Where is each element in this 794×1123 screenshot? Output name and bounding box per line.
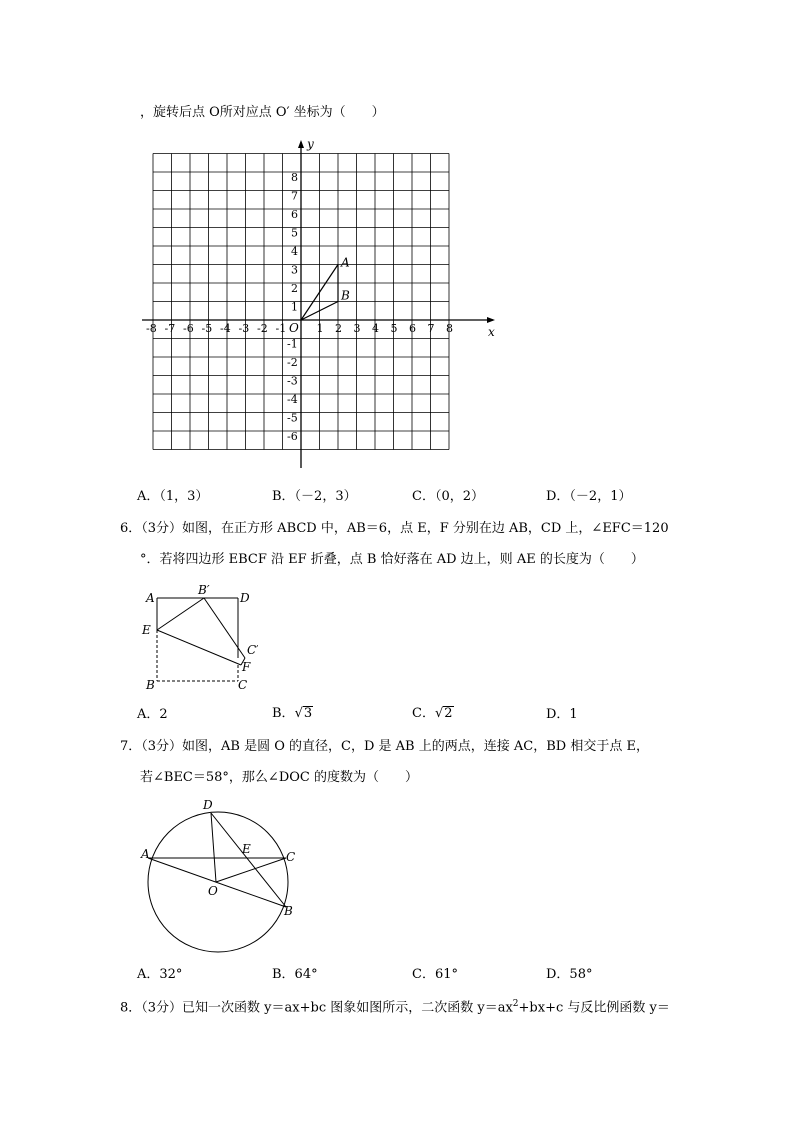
- x-tick-label: 5: [390, 322, 398, 335]
- x-tick-label: -1: [275, 322, 287, 335]
- q7-stem-line1: 7．（3分）如图，AB 是圆 O 的直径，C，D 是 AB 上的两点，连接 AC，BD 相交于点 E，: [120, 739, 649, 754]
- y-tick-label: 8: [291, 171, 298, 184]
- label-e: E: [142, 623, 151, 637]
- y-tick-label: -6: [287, 430, 298, 443]
- x-tick-label: -3: [238, 322, 250, 335]
- label-c-prime: C′: [247, 643, 258, 657]
- square-fold-figure: [138, 580, 258, 699]
- y-tick-label: 4: [291, 245, 298, 258]
- segment-b-prime-c-prime: [204, 598, 245, 658]
- q6-option-b[interactable]: [272, 706, 313, 721]
- y-tick-label: -3: [287, 374, 298, 388]
- q7-option-d[interactable]: D．58°: [546, 967, 593, 982]
- label-c: C: [238, 678, 248, 692]
- q6-option-d[interactable]: D．1: [546, 707, 578, 722]
- x-tick-label: 1: [316, 322, 324, 335]
- q6-stem-line1: 6．（3分）如图，在正方形 ABCD 中，AB＝6，点 E，F 分别在边 AB，CD 上，∠EFC＝120: [120, 521, 669, 536]
- x-tick-label: 4: [372, 322, 379, 335]
- q5-option-c[interactable]: C．（0，2）: [412, 489, 484, 504]
- point-a-label: A: [341, 255, 350, 270]
- q6-option-c[interactable]: [412, 706, 454, 721]
- x-tick-label: 3: [353, 322, 361, 335]
- x-tick-label: -4: [220, 322, 231, 335]
- segment-eb-prime: [157, 598, 204, 630]
- q6-stem-line2: °．若将四边形 EBCF 沿 EF 折叠，点 B 恰好落在 AD 边上，则 AE 的长度为（ ）: [140, 552, 644, 567]
- y-tick-label: -2: [287, 356, 298, 369]
- q6-option-b-radicand: 3: [303, 706, 313, 721]
- origin-label: O: [289, 321, 299, 335]
- x-tick-label: -6: [183, 322, 194, 335]
- label-b-prime: B′: [198, 583, 210, 597]
- segment-ef: [157, 630, 241, 665]
- q8-stem-part2: +bx+c 与反比例函数 y＝: [518, 1000, 670, 1016]
- x-axis-label: x: [488, 325, 495, 339]
- radius-oc: [216, 858, 286, 882]
- radius-od: [211, 813, 216, 882]
- q5-option-a[interactable]: A．（1，3）: [137, 489, 209, 504]
- x-tick-label: -7: [164, 322, 176, 335]
- label-d: D: [240, 591, 250, 605]
- label-o: O: [208, 884, 218, 898]
- y-tick-label: -1: [287, 337, 298, 351]
- label-b: B: [146, 678, 155, 692]
- y-tick-label: -5: [287, 411, 298, 425]
- x-tick-label: -2: [257, 322, 268, 335]
- sqrt-symbol: √2: [434, 706, 453, 721]
- x-tick-label: 6: [409, 322, 416, 335]
- q5-option-d[interactable]: D．（－2，1）: [546, 489, 632, 504]
- q8-stem-line1: [120, 1000, 670, 1014]
- x-tick-label: -8: [146, 322, 157, 335]
- q5-stem: ，旋转后点 O所对应点 O′ 坐标为（ ）: [140, 105, 385, 120]
- x-tick-label: 8: [446, 322, 453, 335]
- y-axis-arrow: [298, 140, 304, 148]
- q6-option-b-prefix: B．: [272, 706, 295, 721]
- q7-option-c[interactable]: C．61°: [412, 967, 458, 982]
- label-b: B: [284, 904, 293, 918]
- q6-option-a[interactable]: A．2: [137, 707, 168, 722]
- y-tick-label: 7: [291, 189, 298, 203]
- label-e: E: [242, 842, 251, 856]
- circle-svg: [138, 795, 308, 960]
- x-tick-label: 7: [427, 322, 435, 335]
- q7-stem-line2: 若∠BEC＝58°，那么∠DOC 的度数为（ ）: [140, 770, 418, 785]
- label-a: A: [146, 591, 155, 605]
- y-tick-label: 5: [291, 226, 298, 240]
- q8-stem-exponent: 2: [512, 999, 519, 1009]
- x-axis-arrow: [487, 317, 495, 323]
- label-d: D: [203, 798, 213, 812]
- x-tick-label: 2: [335, 322, 342, 335]
- square-fold-svg: [138, 580, 258, 695]
- y-tick-label: 6: [291, 208, 298, 221]
- q7-option-b[interactable]: B．64°: [272, 967, 318, 982]
- q5-option-b[interactable]: B．（－2，3）: [272, 489, 357, 504]
- q6-option-c-radicand: 2: [444, 706, 453, 721]
- coordinate-grid-svg: [138, 136, 503, 476]
- y-tick-label: 3: [291, 263, 298, 277]
- coordinate-grid-figure: [138, 136, 503, 480]
- q6-option-c-prefix: C．: [412, 706, 435, 721]
- y-tick-label: 1: [291, 300, 298, 314]
- chord-db: [211, 813, 286, 907]
- y-tick-label: -4: [287, 393, 298, 406]
- label-c: C: [286, 850, 296, 864]
- q8-stem-part1: 8．（3分）已知一次函数 y＝ax+bc 图象如图所示，二次函数 y＝ax: [120, 1000, 513, 1016]
- y-axis-label: y: [307, 137, 314, 151]
- sqrt-symbol: √3: [294, 706, 313, 721]
- y-tick-label: 2: [291, 282, 298, 295]
- label-f: F: [242, 660, 251, 674]
- q7-option-a[interactable]: A．32°: [137, 967, 183, 982]
- x-tick-label: -5: [201, 322, 213, 335]
- circle-figure: [138, 795, 308, 964]
- point-b-label: B: [341, 288, 350, 303]
- label-a: A: [141, 847, 150, 861]
- circle-o: [148, 812, 288, 952]
